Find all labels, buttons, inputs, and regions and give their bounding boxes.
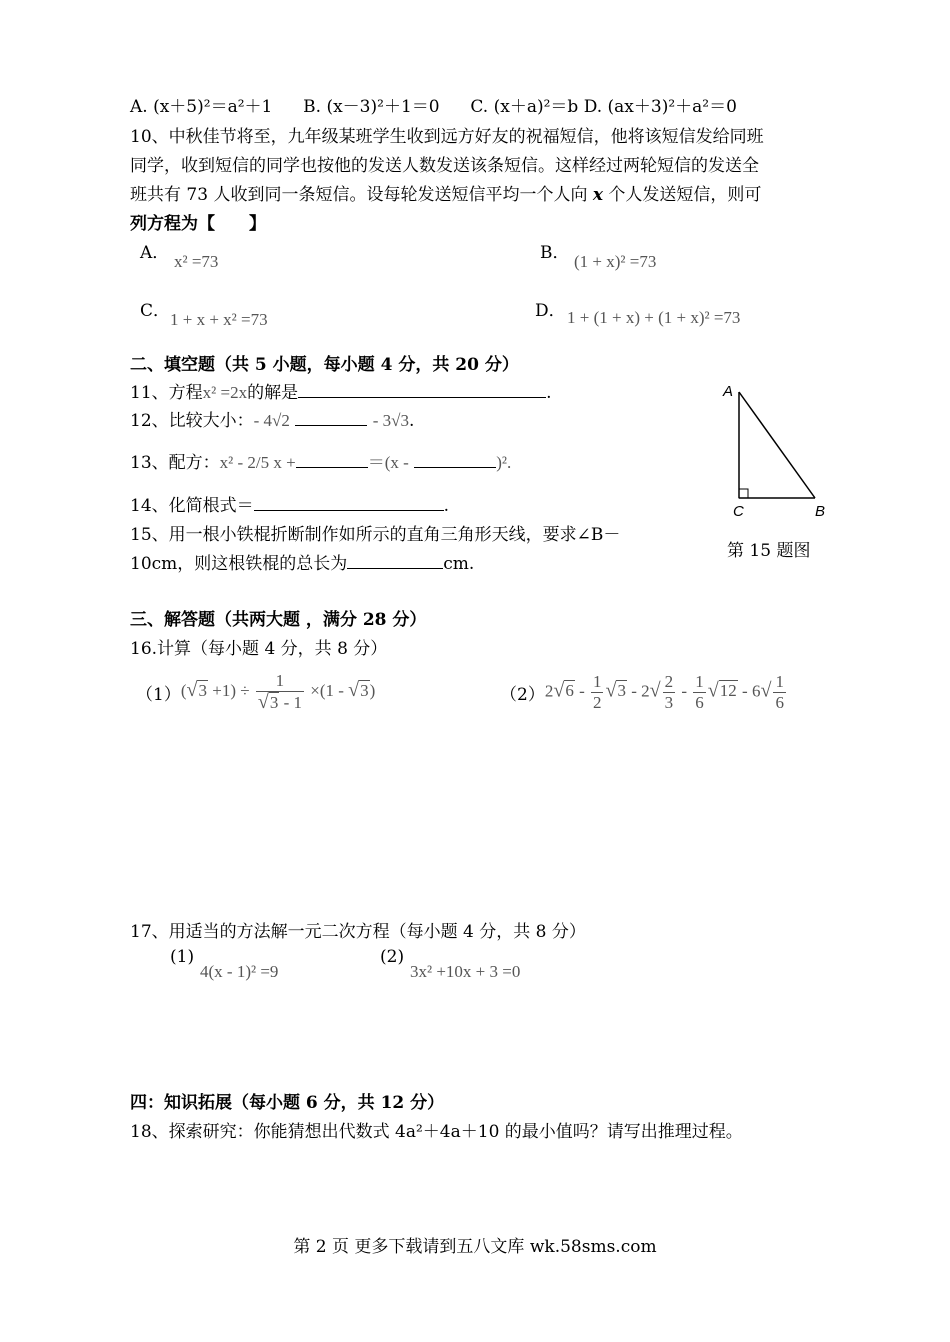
right-angle-mark [739,489,748,498]
q10-eq-d: 1 + (1 + x) + (1 + x)² =73 [567,308,741,327]
q18: 18、探索研究：你能猜想出代数式 4a²＋4a＋10 的最小值吗？请写出推理过程。 [130,1122,743,1142]
vertex-b-label: B [815,503,826,520]
q11-suffix: 的解是 [247,383,299,403]
q11-equation: x² =2x [202,383,248,402]
q17-part1-label: (1) [170,947,195,967]
vertex-c-label: C [733,503,744,520]
q11-prefix: 11、方程 [130,383,203,403]
q9-option-a: A. (x＋5)²＝a²＋1 [130,97,273,117]
page-footer: 第 2 页 更多下载请到五八文库 wk.58sms.com [293,1237,657,1257]
q12-left-expr: - 4√2 [253,411,290,430]
q15-line2 [130,549,474,574]
q10-line3-end: 个人发送短信，则可 [602,185,762,205]
q10-line3-start: 班共有 73 人收到同一条短信。设每轮发送短信平均一个人向 [130,185,593,205]
q10-line3 [130,180,761,205]
q10-line2: 同学，收到短信的同学也按他的发送人数发送该条短信。这样经过两轮短信的发送全 [130,156,759,176]
q17-eq1: 4(x - 1)² =9 [200,962,279,981]
q13 [130,448,511,473]
section3-heading: 三、解答题（共两大题 ，满分 28 分） [130,610,427,630]
q11-end: . [546,383,552,403]
q10-eq-a: x² =73 [174,252,219,271]
q17-eq2: 3x² +10x + 3 =0 [410,962,521,981]
vertex-a-label: A [723,383,734,400]
q17-heading: 17、用适当的方法解一元二次方程（每小题 4 分，共 8 分） [130,922,586,942]
section4-heading: 四：知识拓展（每小题 6 分，共 12 分） [130,1093,445,1113]
q13-answer-blank-2[interactable] [414,453,496,468]
q9-options [130,92,737,117]
q10-eq-b: (1 + x)² =73 [574,252,657,271]
q9-option-cd: C. (x＋a)²＝b D. (ax＋3)²＋a²＝0 [470,97,737,117]
q10-line1: 10、中秋佳节将至，九年级某班学生收到远方好友的祝福短信，他将该短信发给同班 [130,127,764,147]
q15-figure-caption: 第 15 题图 [727,541,811,561]
section2-heading: 二、填空题（共 5 小题，每小题 4 分，共 20 分） [130,355,519,375]
triangle-side-ab [739,392,815,498]
q10-label-b: B． [540,243,570,263]
q12-right-expr: - 3√3 [372,411,409,430]
q16-part1-label: （1） [136,684,181,705]
q16-part1 [136,662,375,722]
q15-text: 10cm，则这根铁棍的总长为 [130,554,348,574]
q13-equation: x² - 2/5 x + [219,453,296,472]
q14-end: . [443,496,450,516]
q16-part2-label: （2） [500,684,545,705]
q15-unit: cm. [443,554,475,574]
q10-var: x [592,185,603,205]
q10-label-d: D． [535,301,566,321]
q16-part2 [500,662,788,722]
q16-part1-expr: (√3 +1) ÷ $\frac{1}{√3 - 1}$ ×(1 - √3) [180,671,376,713]
q13-end: )². [496,453,512,472]
q12-end: . [408,411,415,431]
q14 [130,491,449,516]
q9-option-b: B. (x－3)²＋1＝0 [303,97,440,117]
q13-answer-blank-1[interactable] [296,453,368,468]
q10-line4: 列方程为【 】 [130,214,266,234]
q16-heading: 16.计算（每小题 4 分，共 8 分） [130,639,388,659]
q12 [130,406,414,431]
q10-label-c: C． [140,301,171,321]
q17-part2-label: (2) [380,947,405,967]
q11 [130,378,551,403]
q10-eq-c: 1 + x + x² =73 [170,310,268,329]
q13-prefix: 13、配方： [130,453,220,473]
q14-prefix: 14、化简根式＝ [130,496,254,516]
q15-answer-blank[interactable] [347,554,443,569]
q13-middle: ＝(x - [367,453,409,472]
q15-line1: 15、用一根小铁棍折断制作如所示的直角三角形天线，要求∠B－ [130,525,621,545]
q10-label-a: A． [140,243,170,263]
q14-answer-blank[interactable] [254,496,444,511]
q15-triangle-figure [715,378,835,523]
q11-answer-blank[interactable] [298,383,546,398]
q12-answer-blank[interactable] [295,411,367,426]
q12-prefix: 12、比较大小： [130,411,254,431]
q16-part2-expr: 2√6 - $\frac{1}{2}$ √3 - 2√ $\frac{2}{3}$ - $\frac{1}{6}$ √12 - 6√ $\frac{1}{6}$ [544,671,784,712]
